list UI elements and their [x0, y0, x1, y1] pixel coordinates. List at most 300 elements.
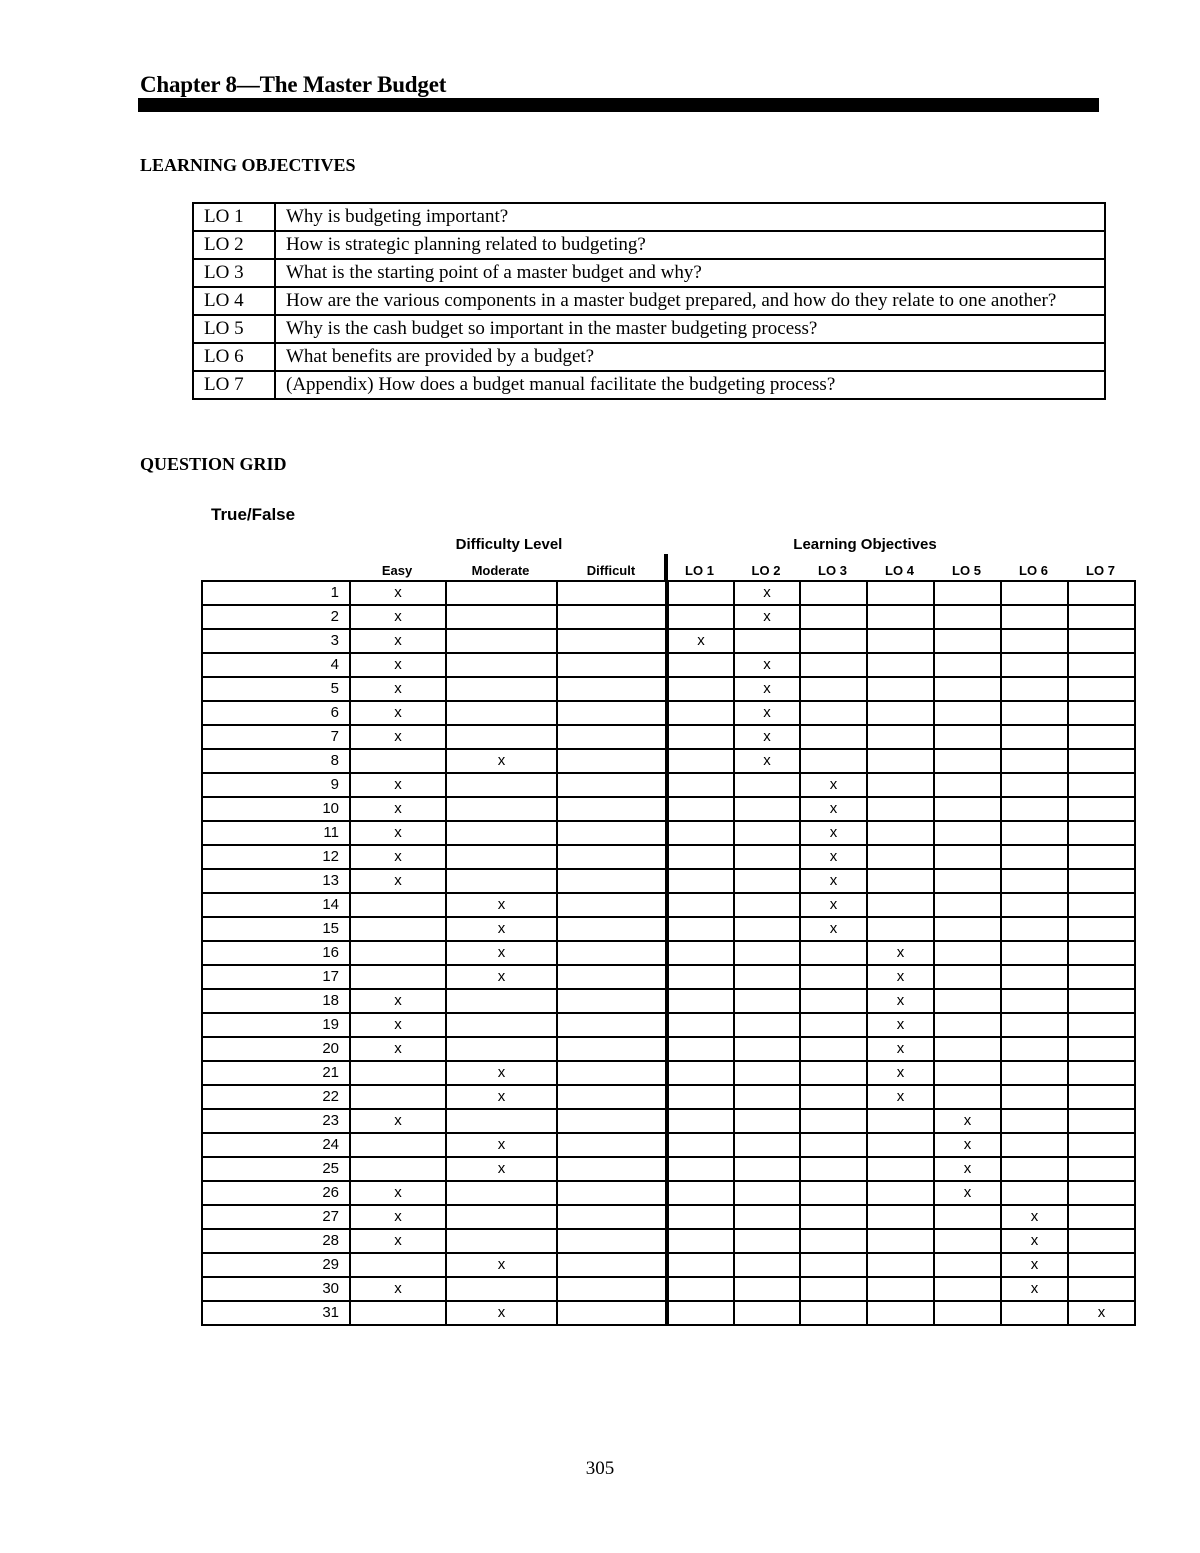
- grid-cell: [734, 845, 800, 869]
- grid-mark: x: [350, 1013, 446, 1037]
- question-number: 8: [202, 749, 350, 773]
- grid-row: [202, 1205, 1135, 1229]
- lo-row: [193, 287, 1105, 315]
- grid-cell: [446, 725, 557, 749]
- grid-mark: x: [734, 749, 800, 773]
- grid-mark: x: [867, 989, 934, 1013]
- grid-cell: [1001, 1037, 1068, 1061]
- grid-cell: [934, 701, 1001, 725]
- grid-cell: [1068, 1133, 1135, 1157]
- grid-mark: x: [350, 629, 446, 653]
- grid-cell: [667, 677, 734, 701]
- grid-mark: x: [350, 1229, 446, 1253]
- grid-cell: [557, 869, 667, 893]
- grid-cell: [800, 581, 867, 605]
- grid-cell: [557, 893, 667, 917]
- question-number: 7: [202, 725, 350, 749]
- grid-cell: [667, 1181, 734, 1205]
- question-number: 1: [202, 581, 350, 605]
- page-number: 305: [585, 1458, 615, 1479]
- grid-row: [202, 1013, 1135, 1037]
- question-number: 24: [202, 1133, 350, 1157]
- grid-cell: [1068, 1181, 1135, 1205]
- grid-mark: x: [800, 917, 867, 941]
- grid-cell: [1068, 821, 1135, 845]
- grid-mark: x: [350, 605, 446, 629]
- grid-mark: x: [350, 989, 446, 1013]
- grid-cell: [1068, 677, 1135, 701]
- question-number: 5: [202, 677, 350, 701]
- grid-cell: [446, 701, 557, 725]
- column-header-moderate: Moderate: [471, 563, 530, 578]
- lo-row: [193, 231, 1105, 259]
- grid-row: [202, 1229, 1135, 1253]
- grid-cell: [667, 941, 734, 965]
- grid-cell: [734, 1181, 800, 1205]
- grid-mark: x: [350, 797, 446, 821]
- grid-row: [202, 701, 1135, 725]
- grid-cell: [734, 1253, 800, 1277]
- grid-cell: [446, 1013, 557, 1037]
- grid-row: [202, 917, 1135, 941]
- grid-cell: [1068, 1157, 1135, 1181]
- grid-cell: [1068, 1061, 1135, 1085]
- grid-mark: x: [446, 1301, 557, 1325]
- grid-mark: x: [1001, 1205, 1068, 1229]
- grid-cell: [557, 1037, 667, 1061]
- grid-cell: [734, 1133, 800, 1157]
- grid-mark: x: [867, 965, 934, 989]
- grid-cell: [1068, 1205, 1135, 1229]
- grid-mark: x: [350, 581, 446, 605]
- question-number: 26: [202, 1181, 350, 1205]
- grid-cell: [446, 1109, 557, 1133]
- grid-cell: [1068, 797, 1135, 821]
- column-header-lo-3: LO 3: [818, 563, 847, 578]
- grid-cell: [1001, 869, 1068, 893]
- grid-cell: [1001, 701, 1068, 725]
- question-number: 9: [202, 773, 350, 797]
- grid-mark: x: [350, 1277, 446, 1301]
- grid-cell: [1001, 965, 1068, 989]
- grid-cell: [734, 773, 800, 797]
- grid-cell: [934, 821, 1001, 845]
- lo-description: How are the various components in a master budget prepared, and how do they relate to one another?: [275, 287, 1105, 315]
- grid-cell: [934, 677, 1001, 701]
- grid-cell: [446, 797, 557, 821]
- grid-cell: [1068, 581, 1135, 605]
- grid-mark: x: [1068, 1301, 1135, 1325]
- grid-mark: x: [446, 917, 557, 941]
- grid-cell: [557, 1277, 667, 1301]
- grid-cell: [667, 893, 734, 917]
- grid-cell: [1068, 1085, 1135, 1109]
- grid-mark: x: [934, 1157, 1001, 1181]
- grid-cell: [667, 1013, 734, 1037]
- grid-cell: [800, 1061, 867, 1085]
- grid-cell: [734, 1301, 800, 1325]
- grid-row: [202, 653, 1135, 677]
- grid-row: [202, 821, 1135, 845]
- grid-cell: [800, 629, 867, 653]
- grid-cell: [934, 1061, 1001, 1085]
- grid-cell: [1001, 845, 1068, 869]
- grid-cell: [557, 1301, 667, 1325]
- grid-cell: [867, 1157, 934, 1181]
- grid-cell: [800, 965, 867, 989]
- learning-objectives-group-heading: Learning Objectives: [793, 536, 937, 553]
- grid-cell: [934, 1301, 1001, 1325]
- grid-cell: [557, 725, 667, 749]
- grid-cell: [1001, 1061, 1068, 1085]
- grid-cell: [934, 1253, 1001, 1277]
- grid-cell: [934, 797, 1001, 821]
- lo-code: LO 1: [193, 203, 275, 231]
- grid-cell: [867, 1181, 934, 1205]
- grid-cell: [734, 1109, 800, 1133]
- grid-cell: [867, 701, 934, 725]
- grid-cell: [867, 917, 934, 941]
- grid-row: [202, 1277, 1135, 1301]
- grid-mark: x: [350, 653, 446, 677]
- grid-cell: [1001, 581, 1068, 605]
- grid-row: [202, 1085, 1135, 1109]
- grid-cell: [867, 725, 934, 749]
- grid-cell: [800, 701, 867, 725]
- grid-row: [202, 749, 1135, 773]
- grid-mark: x: [867, 1085, 934, 1109]
- grid-cell: [934, 869, 1001, 893]
- grid-cell: [1068, 725, 1135, 749]
- question-number: 31: [202, 1301, 350, 1325]
- grid-cell: [800, 749, 867, 773]
- question-number: 2: [202, 605, 350, 629]
- grid-cell: [1068, 869, 1135, 893]
- column-header-lo-6: LO 6: [1019, 563, 1048, 578]
- grid-cell: [1001, 1133, 1068, 1157]
- grid-cell: [557, 701, 667, 725]
- question-number: 29: [202, 1253, 350, 1277]
- column-header-difficult: Difficult: [586, 563, 636, 578]
- lo-row: [193, 371, 1105, 399]
- grid-cell: [934, 629, 1001, 653]
- grid-cell: [867, 1205, 934, 1229]
- grid-cell: [557, 1229, 667, 1253]
- question-number: 27: [202, 1205, 350, 1229]
- grid-cell: [667, 965, 734, 989]
- grid-cell: [350, 1301, 446, 1325]
- grid-cell: [734, 1085, 800, 1109]
- grid-mark: x: [867, 941, 934, 965]
- grid-cell: [934, 965, 1001, 989]
- grid-cell: [800, 1301, 867, 1325]
- grid-mark: x: [800, 797, 867, 821]
- grid-cell: [667, 797, 734, 821]
- lo-code: LO 5: [193, 315, 275, 343]
- grid-cell: [934, 725, 1001, 749]
- grid-cell: [1001, 653, 1068, 677]
- grid-cell: [934, 845, 1001, 869]
- grid-mark: x: [446, 1133, 557, 1157]
- grid-mark: x: [446, 1253, 557, 1277]
- grid-cell: [934, 1013, 1001, 1037]
- grid-row: [202, 605, 1135, 629]
- grid-cell: [667, 773, 734, 797]
- grid-cell: [734, 917, 800, 941]
- grid-cell: [667, 1061, 734, 1085]
- grid-mark: x: [446, 749, 557, 773]
- grid-cell: [667, 845, 734, 869]
- grid-cell: [734, 797, 800, 821]
- grid-cell: [557, 965, 667, 989]
- grid-cell: [1001, 989, 1068, 1013]
- lo-row: [193, 343, 1105, 371]
- grid-cell: [800, 1229, 867, 1253]
- lo-code: LO 4: [193, 287, 275, 315]
- grid-cell: [350, 1061, 446, 1085]
- grid-cell: [1068, 893, 1135, 917]
- grid-cell: [934, 605, 1001, 629]
- grid-cell: [446, 1277, 557, 1301]
- lo-row: [193, 259, 1105, 287]
- grid-row: [202, 893, 1135, 917]
- grid-cell: [734, 1061, 800, 1085]
- grid-cell: [557, 629, 667, 653]
- grid-mark: x: [934, 1181, 1001, 1205]
- grid-mark: x: [800, 869, 867, 893]
- grid-cell: [867, 893, 934, 917]
- grid-cell: [1068, 1229, 1135, 1253]
- grid-mark: x: [934, 1133, 1001, 1157]
- lo-code: LO 7: [193, 371, 275, 399]
- grid-mark: x: [350, 725, 446, 749]
- grid-cell: [350, 965, 446, 989]
- column-header-lo-2: LO 2: [751, 563, 781, 578]
- question-number: 18: [202, 989, 350, 1013]
- grid-cell: [1001, 1301, 1068, 1325]
- grid-cell: [867, 869, 934, 893]
- grid-cell: [734, 1037, 800, 1061]
- grid-row: [202, 941, 1135, 965]
- lo-code: LO 6: [193, 343, 275, 371]
- grid-cell: [446, 845, 557, 869]
- grid-cell: [867, 1253, 934, 1277]
- grid-cell: [557, 989, 667, 1013]
- grid-cell: [800, 1085, 867, 1109]
- grid-cell: [1001, 629, 1068, 653]
- grid-cell: [557, 1085, 667, 1109]
- grid-row: [202, 677, 1135, 701]
- question-number: 17: [202, 965, 350, 989]
- question-grid-table: [201, 580, 1136, 1326]
- grid-mark: x: [446, 1061, 557, 1085]
- grid-mark: x: [350, 845, 446, 869]
- grid-cell: [867, 653, 934, 677]
- grid-cell: [800, 1037, 867, 1061]
- grid-cell: [1001, 917, 1068, 941]
- grid-cell: [1001, 1109, 1068, 1133]
- grid-row: [202, 1157, 1135, 1181]
- grid-mark: x: [867, 1037, 934, 1061]
- grid-cell: [1068, 701, 1135, 725]
- grid-cell: [1001, 797, 1068, 821]
- grid-mark: x: [1001, 1277, 1068, 1301]
- grid-cell: [446, 821, 557, 845]
- grid-cell: [667, 725, 734, 749]
- grid-cell: [1001, 1157, 1068, 1181]
- grid-cell: [446, 1181, 557, 1205]
- grid-cell: [800, 989, 867, 1013]
- grid-cell: [1068, 773, 1135, 797]
- grid-cell: [446, 1205, 557, 1229]
- difficulty-level-heading: Difficulty Level: [455, 536, 563, 553]
- grid-cell: [934, 893, 1001, 917]
- grid-cell: [1068, 917, 1135, 941]
- grid-cell: [934, 917, 1001, 941]
- grid-cell: [557, 1157, 667, 1181]
- grid-cell: [1001, 677, 1068, 701]
- column-header-lo-7: LO 7: [1086, 563, 1115, 578]
- grid-cell: [557, 1109, 667, 1133]
- grid-cell: [1001, 893, 1068, 917]
- column-header-lo-4: LO 4: [885, 563, 914, 578]
- grid-cell: [1001, 605, 1068, 629]
- question-number: 12: [202, 845, 350, 869]
- grid-mark: x: [446, 1085, 557, 1109]
- grid-cell: [667, 1229, 734, 1253]
- grid-cell: [734, 965, 800, 989]
- grid-mark: x: [350, 677, 446, 701]
- grid-cell: [734, 1205, 800, 1229]
- grid-cell: [734, 1013, 800, 1037]
- question-number: 30: [202, 1277, 350, 1301]
- grid-cell: [667, 1301, 734, 1325]
- lo-description: What benefits are provided by a budget?: [275, 343, 1105, 371]
- grid-row: [202, 797, 1135, 821]
- question-number: 21: [202, 1061, 350, 1085]
- grid-cell: [800, 1109, 867, 1133]
- grid-cell: [800, 1277, 867, 1301]
- grid-cell: [667, 1205, 734, 1229]
- grid-cell: [557, 917, 667, 941]
- grid-mark: x: [734, 605, 800, 629]
- grid-cell: [1001, 821, 1068, 845]
- grid-cell: [667, 581, 734, 605]
- grid-cell: [934, 1037, 1001, 1061]
- lo-description: How is strategic planning related to budgeting?: [275, 231, 1105, 259]
- question-grid-heading: QUESTION GRID: [140, 454, 287, 474]
- grid-cell: [446, 581, 557, 605]
- grid-cell: [667, 1109, 734, 1133]
- grid-cell: [1068, 1277, 1135, 1301]
- grid-cell: [1001, 749, 1068, 773]
- grid-cell: [667, 1277, 734, 1301]
- grid-mark: x: [1001, 1253, 1068, 1277]
- grid-cell: [446, 1229, 557, 1253]
- grid-row: [202, 1061, 1135, 1085]
- grid-cell: [557, 1013, 667, 1037]
- grid-cell: [934, 989, 1001, 1013]
- grid-cell: [1068, 1253, 1135, 1277]
- grid-cell: [867, 1277, 934, 1301]
- grid-cell: [867, 821, 934, 845]
- grid-cell: [867, 629, 934, 653]
- grid-row: [202, 1253, 1135, 1277]
- grid-cell: [446, 869, 557, 893]
- grid-cell: [1001, 941, 1068, 965]
- lo-code: LO 2: [193, 231, 275, 259]
- grid-mark: x: [350, 1205, 446, 1229]
- grid-cell: [1001, 1013, 1068, 1037]
- lo-row: [193, 315, 1105, 343]
- grid-cell: [446, 629, 557, 653]
- grid-cell: [800, 1013, 867, 1037]
- grid-cell: [734, 1229, 800, 1253]
- grid-cell: [1068, 1109, 1135, 1133]
- grid-cell: [867, 845, 934, 869]
- grid-cell: [800, 1205, 867, 1229]
- question-number: 20: [202, 1037, 350, 1061]
- grid-cell: [667, 917, 734, 941]
- grid-cell: [446, 605, 557, 629]
- grid-cell: [557, 605, 667, 629]
- grid-cell: [446, 677, 557, 701]
- grid-cell: [800, 725, 867, 749]
- grid-cell: [557, 1133, 667, 1157]
- lo-description: (Appendix) How does a budget manual facilitate the budgeting process?: [275, 371, 1105, 399]
- grid-cell: [350, 917, 446, 941]
- grid-cell: [1001, 773, 1068, 797]
- grid-cell: [734, 1277, 800, 1301]
- grid-cell: [557, 1253, 667, 1277]
- grid-cell: [667, 1157, 734, 1181]
- grid-mark: x: [667, 629, 734, 653]
- grid-mark: x: [350, 1037, 446, 1061]
- question-number: 22: [202, 1085, 350, 1109]
- question-number: 23: [202, 1109, 350, 1133]
- grid-cell: [734, 869, 800, 893]
- grid-cell: [934, 749, 1001, 773]
- grid-mark: x: [446, 941, 557, 965]
- grid-cell: [867, 1301, 934, 1325]
- grid-cell: [800, 1157, 867, 1181]
- grid-row: [202, 1133, 1135, 1157]
- question-number: 16: [202, 941, 350, 965]
- grid-cell: [867, 605, 934, 629]
- grid-cell: [350, 749, 446, 773]
- grid-cell: [557, 1181, 667, 1205]
- grid-cell: [350, 893, 446, 917]
- question-number: 25: [202, 1157, 350, 1181]
- grid-cell: [1068, 653, 1135, 677]
- grid-cell: [446, 773, 557, 797]
- grid-mark: x: [350, 1181, 446, 1205]
- grid-cell: [350, 1133, 446, 1157]
- grid-cell: [557, 1061, 667, 1085]
- grid-cell: [867, 1229, 934, 1253]
- lo-row: [193, 203, 1105, 231]
- question-number: 19: [202, 1013, 350, 1037]
- grid-cell: [557, 845, 667, 869]
- grid-cell: [867, 1109, 934, 1133]
- grid-row: [202, 1181, 1135, 1205]
- grid-cell: [734, 821, 800, 845]
- grid-cell: [446, 989, 557, 1013]
- question-number: 13: [202, 869, 350, 893]
- grid-cell: [934, 941, 1001, 965]
- question-number: 6: [202, 701, 350, 725]
- grid-mark: x: [446, 1157, 557, 1181]
